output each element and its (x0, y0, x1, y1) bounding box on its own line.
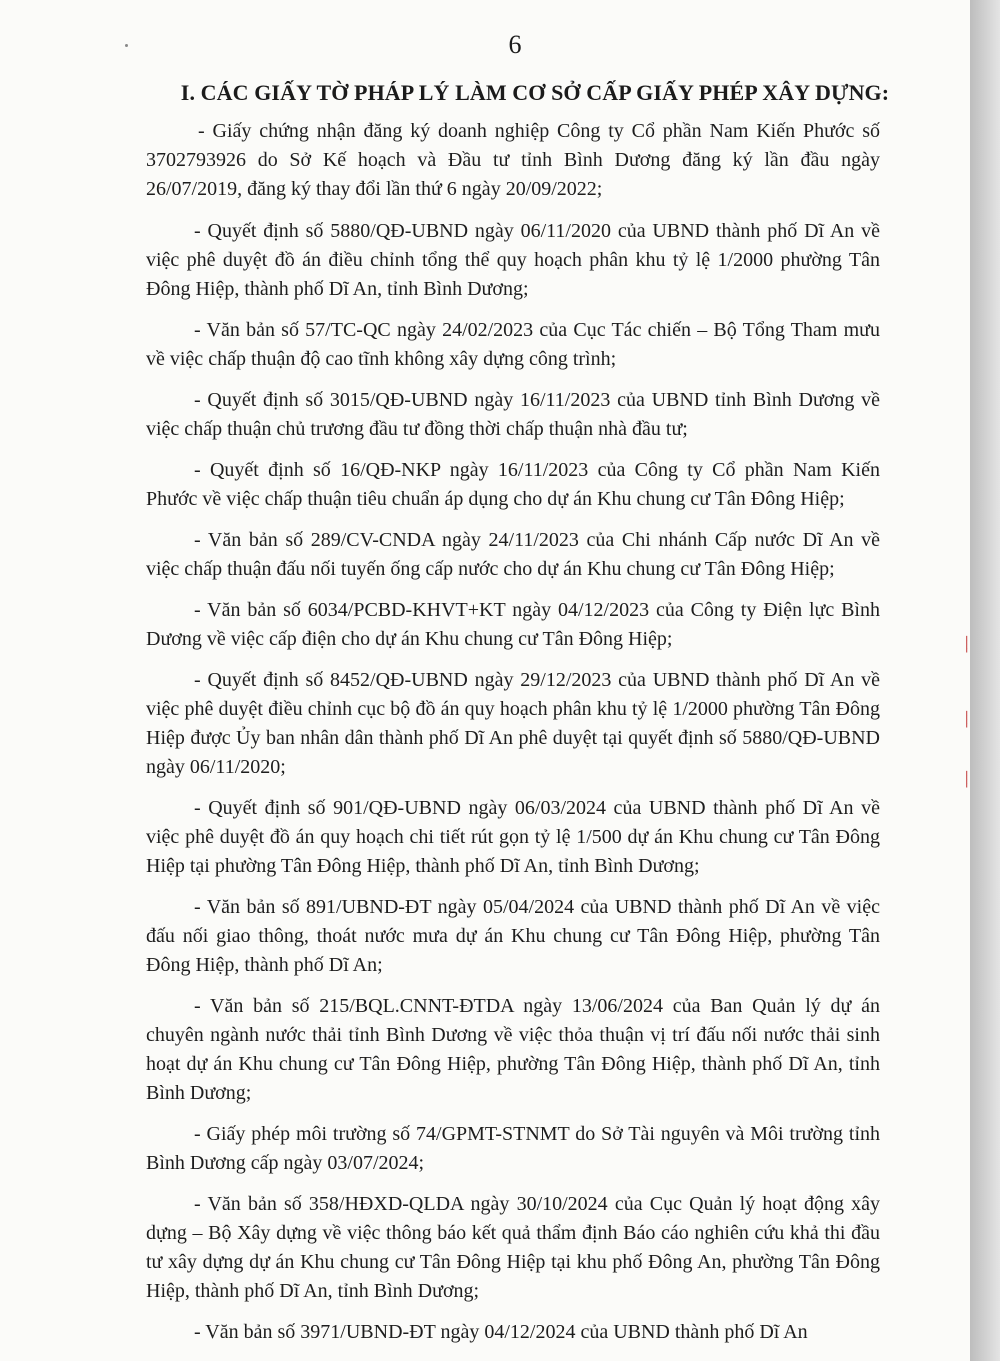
list-item: - Văn bản số 215/BQL.CNNT-ĐTDA ngày 13/06/2024 của Ban Quản lý dự án chuyên ngành nước thải tỉnh Bình Dương về việc thỏa thuận vị trí đấu nối nước thải sinh hoạt dự án Khu chung cư Tân Đông Hiệp, phường Tân Đông Hiệp, thành phố Dĩ An, tỉnh Bình Dương; (146, 995, 880, 1104)
list-item: - Văn bản số 891/UBND-ĐT ngày 05/04/2024 của UBND thành phố Dĩ An về việc đấu nối giao thông, thoát nước mưa dự án Khu chung cư Tân Đông Hiệp, phường Tân Đông Hiệp, thành phố Dĩ An; (146, 896, 880, 976)
page-number: 6 (508, 30, 522, 59)
stamp-fragment-icon: ــــ (962, 771, 978, 788)
list-item: - Quyết định số 8452/QĐ-UBND ngày 29/12/2023 của UBND thành phố Dĩ An về việc phê duyệt điều chỉnh cục bộ đồ án quy hoạch phân khu tỷ lệ 1/2000 phường Tân Đông Hiệp được Ủy ban nhân dân thành phố Dĩ An phê duyệt tại quyết định số 5880/QĐ-UBND ngày 06/11/2020; (146, 669, 880, 778)
list-item: - Văn bản số 289/CV-CNDA ngày 24/11/2023 của Chi nhánh Cấp nước Dĩ An về việc chấp thuận đấu nối tuyến ống cấp nước cho dự án Khu chung cư Tân Đông Hiệp; (146, 529, 880, 580)
list-item: - Giấy phép môi trường số 74/GPMT-STNMT do Sở Tài nguyên và Môi trường tỉnh Bình Dương cấp ngày 03/07/2024; (146, 1123, 880, 1174)
stamp-fragment-icon: ــــ (962, 711, 978, 728)
stamp-fragment-icon: ــــ (962, 636, 978, 653)
list-item: - Quyết định số 5880/QĐ-UBND ngày 06/11/2020 của UBND thành phố Dĩ An về việc phê duyệt đồ án điều chỉnh tổng thể quy hoạch phân khu tỷ lệ 1/2000 phường Tân Đông Hiệp, thành phố Dĩ An, tỉnh Bình Dương; (146, 220, 880, 300)
list-item: - Văn bản số 3971/UBND-ĐT ngày 04/12/2024 của UBND thành phố Dĩ An (194, 1321, 808, 1343)
list-item: - Văn bản số 358/HĐXD-QLDA ngày 30/10/2024 của Cục Quản lý hoạt động xây dựng – Bộ Xây dựng về việc thông báo kết quả thẩm định Báo cáo nghiên cứu khả thi đầu tư xây dựng dự án Khu chung cư Tân Đông Hiệp tại khu phố Đông An, phường Tân Đông Hiệp, thành phố Dĩ An, tỉnh Bình Dương; (146, 1193, 880, 1302)
list-item: - Giấy chứng nhận đăng ký doanh nghiệp Công ty Cổ phần Nam Kiến Phước số 3702793926 do Sở Kế hoạch và Đầu tư tỉnh Bình Dương đăng ký lần đầu ngày 26/07/2019, đăng ký thay đổi lần thứ 6 ngày 20/09/2022; (146, 120, 880, 200)
list-item: - Văn bản số 57/TC-QC ngày 24/02/2023 của Cục Tác chiến – Bộ Tổng Tham mưu về việc chấp thuận độ cao tĩnh không xây dựng công trình; (146, 319, 880, 370)
list-item: - Quyết định số 16/QĐ-NKP ngày 16/11/2023 của Công ty Cổ phần Nam Kiến Phước về việc chấp thuận tiêu chuẩn áp dụng cho dự án Khu chung cư Tân Đông Hiệp; (146, 459, 880, 510)
list-item: - Quyết định số 3015/QĐ-UBND ngày 16/11/2023 của UBND tỉnh Bình Dương về việc chấp thuận chủ trương đầu tư đồng thời chấp thuận nhà đầu tư; (146, 389, 880, 440)
adjacent-page-edge (970, 0, 1000, 1361)
list-item: - Văn bản số 6034/PCBD-KHVT+KT ngày 04/12/2023 của Công ty Điện lực Bình Dương về việc cấp điện cho dự án Khu chung cư Tân Đông Hiệp; (146, 599, 880, 650)
document-body (146, 117, 880, 1359)
section-heading: I. CÁC GIẤY TỜ PHÁP LÝ LÀM CƠ SỞ CẤP GIẤY PHÉP XÂY DỰNG: (180, 80, 890, 105)
list-item: - Quyết định số 901/QĐ-UBND ngày 06/03/2024 của UBND thành phố Dĩ An về việc phê duyệt đồ án quy hoạch chi tiết rút gọn tỷ lệ 1/500 dự án Khu chung cư Tân Đông Hiệp tại phường Tân Đông Hiệp, thành phố Dĩ An, tỉnh Bình Dương; (146, 797, 880, 877)
